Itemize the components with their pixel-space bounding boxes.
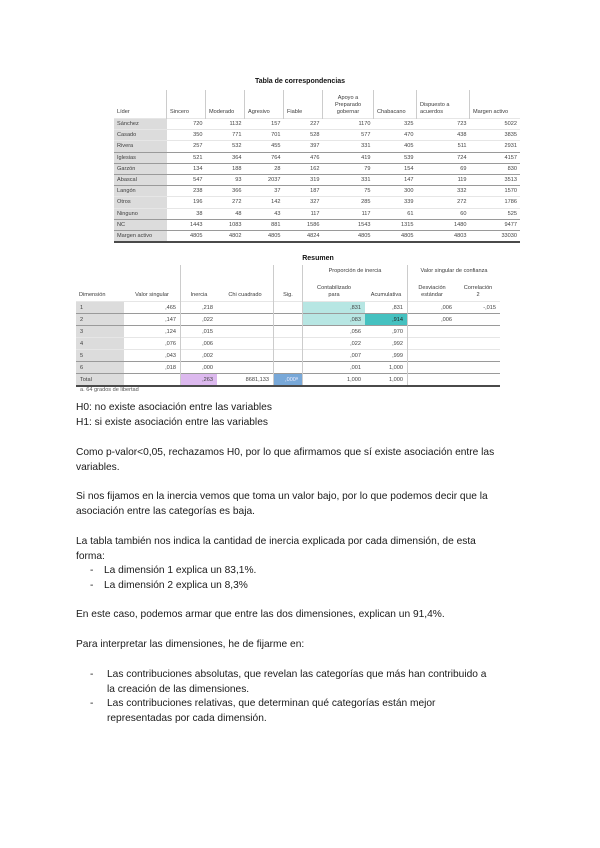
list-item: - Las contribuciones relativas, que determinan qué categorías están mejor representadas por cada dimensión. bbox=[90, 698, 436, 724]
paragraph-pvalue: Como p-valor<0,05, rechazamos H0, por lo que afirmamos que sí existe asociación entre las variables. bbox=[76, 447, 495, 473]
paragraph-interpretar: Para interpretar las dimensiones, he de fijarme en: bbox=[76, 639, 305, 650]
table-row: Ninguno 38 48 43 117 117 61 60 525 bbox=[114, 208, 520, 219]
col-header-sincero: Sincero bbox=[167, 90, 206, 119]
col-header-contabilizado: Contabilizado para bbox=[303, 277, 366, 302]
contributions-list bbox=[76, 668, 526, 726]
table-row: Rivera 257 532 455 397 331 405 511 2931 bbox=[114, 141, 520, 152]
table-row-total: Total ,263 8681,133 ,000ª 1,000 1,000 bbox=[76, 374, 500, 387]
hypothesis-h0: H0: no existe asociación entre las variables bbox=[76, 402, 272, 413]
table-row: 6 ,018 ,000 ,001 1,000 bbox=[76, 362, 500, 374]
table-row: 5 ,043 ,002 ,007 ,999 bbox=[76, 350, 500, 362]
col-header-chi: Chi cuadrado bbox=[228, 292, 262, 298]
list-item: - Las contribuciones absolutas, que revelan las categorías que más han contribuido a la creación de las dimensiones. bbox=[90, 669, 487, 695]
table-row: NC 1443 1083 881 1586 1543 1315 1480 9477 bbox=[114, 219, 520, 230]
group-header-proporcion: Proporción de inercia bbox=[303, 265, 408, 277]
col-header-sig: Sig. bbox=[274, 277, 303, 302]
paragraph-total: En este caso, podemos armar que entre las dos dimensiones, explican un 91,4%. bbox=[76, 609, 445, 620]
table-row: 3 ,124 ,015 ,056 ,970 bbox=[76, 326, 500, 338]
group-header-row bbox=[76, 265, 500, 277]
col-header-moderado: Moderado bbox=[206, 90, 245, 119]
table-row: Abascal 547 93 2037 319 331 147 119 3513 bbox=[114, 174, 520, 185]
table-row: Garzón 134 188 28 162 79 154 69 830 bbox=[114, 163, 520, 174]
col-header-dimension: Dimensión bbox=[79, 292, 106, 298]
col-header-correlacion: Correlación 2 bbox=[463, 285, 493, 298]
col-header-margen: Margen activo bbox=[470, 90, 521, 119]
correspondence-table-title: Tabla de correspondencias bbox=[254, 78, 346, 85]
paragraph-inercia: Si nos fijamos en la inercia vemos que toma un valor bajo, por lo que podemos decir que la asociación entre las categorías es baja. bbox=[76, 491, 488, 517]
table-row: 2 ,147 ,022 ,083 ,914 ,006 bbox=[76, 314, 500, 326]
table-row: 1 ,465 ,218 ,831 ,831 ,006 -,015 bbox=[76, 302, 500, 314]
list-item: - La dimensión 2 explica un 8,3% bbox=[90, 579, 248, 591]
col-header-acumulativa: Acumulativa bbox=[370, 292, 402, 298]
table-row: Sánchez 720 1132 157 227 1170 325 723 5022 bbox=[114, 119, 520, 130]
col-header-agresivo: Agresivo bbox=[245, 90, 284, 119]
col-header-chabacano: Chabacano bbox=[374, 90, 417, 119]
hypotheses bbox=[76, 401, 526, 430]
correspondence-table bbox=[114, 90, 520, 243]
summary-table bbox=[76, 265, 500, 387]
paragraph-dimensiones: La tabla también nos indica la cantidad de inercia explicada por cada dimensión, de esta forma: - La dimensión 1 explica un 83,1%. - La dimensión 2 explica un 8,3% bbox=[76, 535, 526, 593]
col-header-lider: Líder bbox=[117, 109, 130, 115]
table-row: Casado 350 771 701 528 577 470 438 3835 bbox=[114, 130, 520, 141]
table-row: Langón 238 366 37 187 75 300 332 1570 bbox=[114, 186, 520, 197]
group-header-confianza: Valor singular de confianza bbox=[408, 265, 501, 277]
col-header-valor-singular: Valor singular bbox=[135, 292, 169, 298]
summary-table-title: Resumen bbox=[302, 255, 334, 262]
table-row-total: Margen activo 4805 4802 4805 4824 4805 4805 4803 33030 bbox=[114, 230, 520, 242]
list-item: - La dimensión 1 explica un 83,1%. bbox=[90, 565, 257, 576]
table-row: Otros 196 272 142 327 285 339 272 1786 bbox=[114, 197, 520, 208]
col-header-fiable: Fiable bbox=[284, 90, 323, 119]
table-header-row bbox=[114, 90, 520, 119]
col-header-preparado: Apoyo a Preparado gobernar bbox=[323, 90, 374, 119]
table-row: Iglesias 521 364 764 476 419 539 724 4157 bbox=[114, 152, 520, 163]
table-header-row bbox=[76, 277, 500, 302]
table-row: 4 ,076 ,006 ,022 ,992 bbox=[76, 338, 500, 350]
col-header-inercia: Inercia bbox=[181, 277, 218, 302]
col-header-desviacion: Desviación estándar bbox=[408, 277, 457, 302]
summary-table-footnote: a. 64 grados de libertad bbox=[80, 387, 139, 393]
col-header-dispuesto: Dispuesto a acuerdos bbox=[417, 90, 470, 119]
hypothesis-h1: H1: si existe asociación entre las variables bbox=[76, 416, 268, 428]
